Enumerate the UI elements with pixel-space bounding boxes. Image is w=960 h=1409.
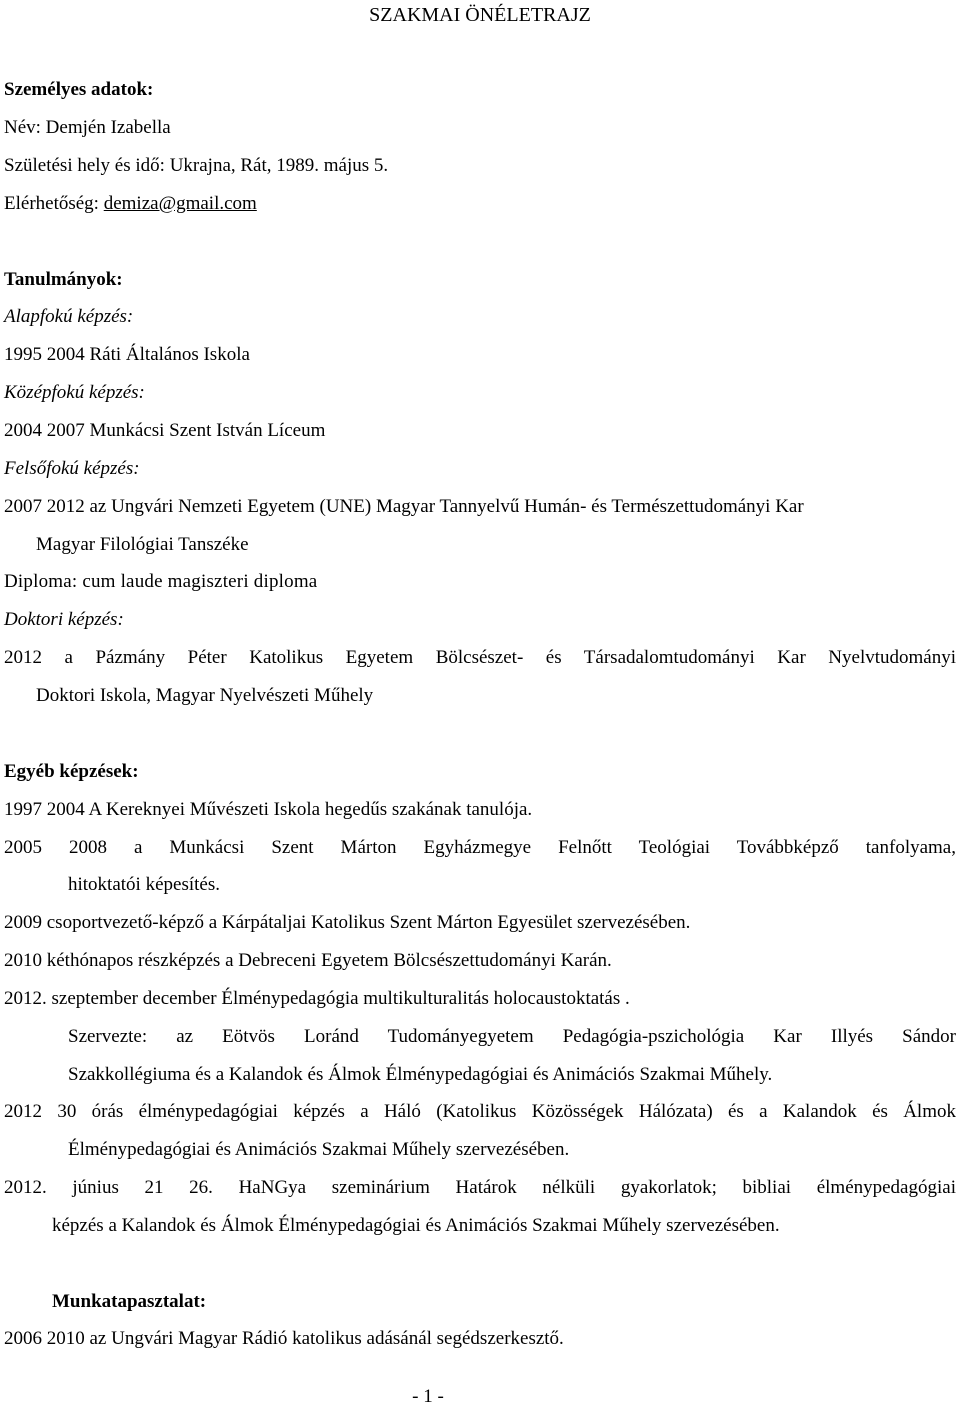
other-entry-2-line2: hitoktatói képesítés. <box>68 874 220 895</box>
diploma-line: Diploma: cum laude magiszteri diploma <box>4 571 318 592</box>
secondary-label: Középfokú képzés: <box>4 382 145 403</box>
other-entry-1: 1997 2004 A Kereknyei Művészeti Iskola hegedűs szakának tanulója. <box>4 799 533 820</box>
other-entry-8-line1: 2012. június 21 26. HaNGya szeminárium Határok nélküli gyakorlatok; bibliai élménypedagógiai <box>4 1177 956 1198</box>
document-title: SZAKMAI ÖNÉLETRAJZ <box>369 4 591 26</box>
secondary-entry: 2004 2007 Munkácsi Szent István Líceum <box>4 420 326 441</box>
other-entry-2-line1: 2005 2008 a Munkácsi Szent Márton Egyházmegye Felnőtt Teológiai Továbbképző tanfolyama, <box>4 837 956 858</box>
work-entry-1: 2006 2010 az Ungvári Magyar Rádió katolikus adásánál segédszerkesztő. <box>4 1328 564 1349</box>
personal-heading: Személyes adatok: <box>4 79 154 100</box>
other-entry-7-line2: Élménypedagógiai és Animációs Szakmai Műhely szervezésében. <box>68 1139 570 1160</box>
other-entry-8-line2: képzés a Kalandok és Álmok Élménypedagógiai és Animációs Szakmai Műhely szervezésében. <box>52 1215 780 1236</box>
other-heading: Egyéb képzések: <box>4 761 139 782</box>
other-entry-6-line2: Szakkollégiuma és a Kalandok és Álmok Élménypedagógiai és Animációs Szakmai Műhely. <box>68 1064 773 1085</box>
higher-entry-line1: 2007 2012 az Ungvári Nemzeti Egyetem (UNE) Magyar Tannyelvű Humán- és Természettudományi Kar <box>4 496 804 517</box>
contact-email-link[interactable]: demiza@gmail.com <box>103 193 257 214</box>
studies-heading: Tanulmányok: <box>4 269 123 290</box>
primary-label: Alapfokú képzés: <box>4 306 134 327</box>
page-number: - 1 - <box>412 1386 444 1407</box>
primary-entry: 1995 2004 Ráti Általános Iskola <box>4 344 250 365</box>
doctoral-label: Doktori képzés: <box>4 609 124 630</box>
personal-contact <box>4 192 257 216</box>
other-entry-7-line1: 2012 30 órás élménypedagógiai képzés a Háló (Katolikus Közösségek Hálózata) és a Kalandok és Álmok <box>4 1101 956 1122</box>
other-entry-6-line1: Szervezte: az Eötvös Loránd Tudományegyetem Pedagógia-pszichológia Kar Illyés Sándor <box>68 1026 956 1047</box>
other-entry-3: 2009 csoportvezető-képző a Kárpátaljai Katolikus Szent Márton Egyesület szervezésében. <box>4 912 691 933</box>
doctoral-entry-line2: Doktori Iskola, Magyar Nyelvészeti Műhely <box>36 685 374 706</box>
personal-birth: Születési hely és idő: Ukrajna, Rát, 1989. május 5. <box>4 155 389 176</box>
other-entry-5: 2012. szeptember december Élménypedagógia multikulturalitás holocaustoktatás . <box>4 988 630 1009</box>
higher-label: Felsőfokú képzés: <box>4 458 140 479</box>
contact-label: Elérhetőség: <box>4 193 104 214</box>
higher-entry-line2: Magyar Filológiai Tanszéke <box>36 534 249 555</box>
work-heading: Munkatapasztalat: <box>52 1291 207 1312</box>
doctoral-entry-line1: 2012 a Pázmány Péter Katolikus Egyetem Bölcsészet- és Társadalomtudományi Kar Nyelvtudományi <box>4 647 956 668</box>
other-entry-4: 2010 kéthónapos részképzés a Debreceni Egyetem Bölcsészettudományi Karán. <box>4 950 612 971</box>
personal-name: Név: Demjén Izabella <box>4 117 171 138</box>
